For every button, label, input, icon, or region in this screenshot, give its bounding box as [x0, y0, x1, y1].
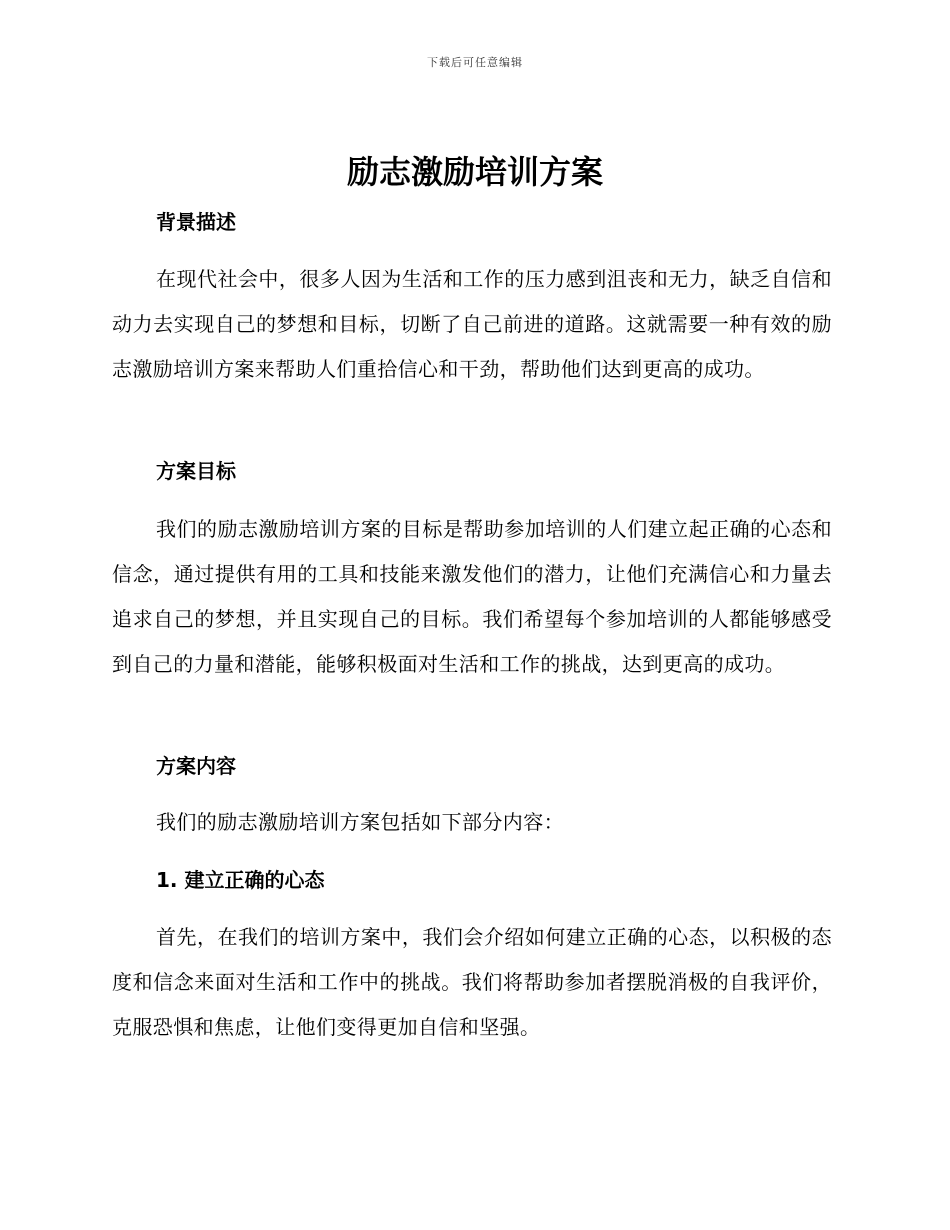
section-content	[112, 752, 832, 780]
section-heading-goals: 方案目标	[156, 459, 236, 483]
section-goals-body	[112, 507, 832, 687]
header-note: 下载后可任意编辑	[427, 56, 523, 69]
document-title: 励志激励培训方案	[346, 153, 603, 191]
section-heading-mindset: 1. 建立正确的心态	[156, 868, 325, 892]
section-heading-content: 方案内容	[156, 754, 236, 778]
section-mindset	[112, 866, 832, 894]
section-mindset-body	[112, 915, 832, 1050]
paragraph-content: 我们的励志激励培训方案包括如下部分内容：	[156, 810, 564, 834]
section-background-body	[112, 257, 832, 392]
section-heading-background: 背景描述	[156, 210, 236, 234]
paragraph-background: 在现代社会中，很多人因为生活和工作的压力感到沮丧和无力，缺乏自信和动力去实现自己的梦想和目标，切断了自己前进的道路。这就需要一种有效的励志激励培训方案来帮助人们重拾信心和干劲，帮助他们达到更高的成功。	[112, 267, 832, 381]
section-background	[112, 208, 832, 236]
paragraph-mindset: 首先，在我们的培训方案中，我们会介绍如何建立正确的心态，以积极的态度和信念来面对生活和工作中的挑战。我们将帮助参加者摆脱消极的自我评价，克服恐惧和焦虑，让他们变得更加自信和坚强。	[112, 925, 832, 1039]
paragraph-goals: 我们的励志激励培训方案的目标是帮助参加培训的人们建立起正确的心态和信念，通过提供有用的工具和技能来激发他们的潜力，让他们充满信心和力量去追求自己的梦想，并且实现自己的目标。我们希望每个参加培训的人都能够感受到自己的力量和潜能，能够积极面对生活和工作的挑战，达到更高的成功。	[112, 517, 832, 676]
section-goals	[112, 457, 832, 485]
section-content-body	[112, 800, 832, 845]
